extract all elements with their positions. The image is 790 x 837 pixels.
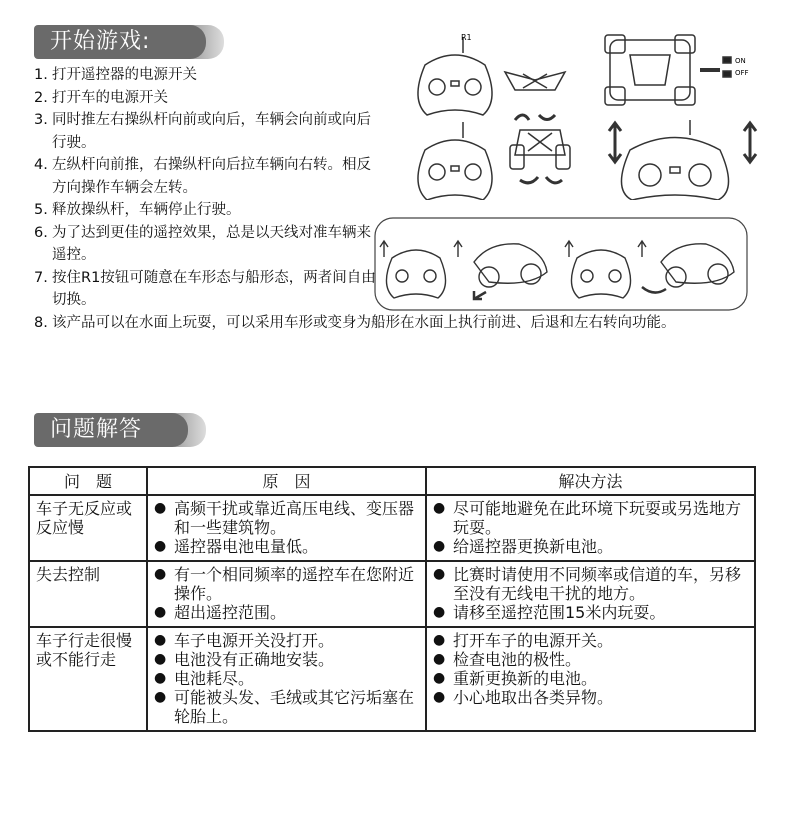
step-text: 打开车的电源开关 xyxy=(52,89,168,106)
cause-cell xyxy=(147,495,426,561)
cause-cell xyxy=(147,627,426,731)
arrow-icon xyxy=(642,287,666,293)
step-item xyxy=(34,312,732,335)
cause-cell xyxy=(147,561,426,627)
step-number: 6. xyxy=(34,224,48,241)
troubleshooting-table xyxy=(28,466,756,732)
car-icon xyxy=(661,244,734,287)
solution-item: ● 检查电池的极性。 xyxy=(433,650,582,669)
arrow-up-icon xyxy=(454,241,462,257)
solution-cell xyxy=(426,561,755,627)
solution-item: ● 请移至遥控范围15米内玩耍。 xyxy=(433,603,666,622)
up-down-arrow-icon xyxy=(744,123,756,162)
cause-item: ● 电池耗尽。 xyxy=(154,669,255,688)
arrow-icon xyxy=(474,291,486,299)
arrow-up-icon xyxy=(638,241,646,257)
cause-item: ● 可能被头发、毛绒或其它污垢塞在轮胎上。 xyxy=(154,688,415,726)
cause-item: ● 电池没有正确地安装。 xyxy=(154,650,335,669)
solution-item: ● 尽可能地避免在此环境下玩耍或另选地方玩耍。 xyxy=(433,499,742,537)
column-header: 原 因 xyxy=(147,467,426,495)
step-number: 7. xyxy=(34,269,48,286)
up-down-arrow-icon xyxy=(609,123,621,162)
switch-on-label: ON xyxy=(735,57,746,65)
step-number: 2. xyxy=(34,89,48,106)
problem-cell: 车子行走很慢或不能行走 xyxy=(29,627,147,731)
column-header: 问 题 xyxy=(29,467,147,495)
controller-icon xyxy=(386,250,445,298)
step-number: 8. xyxy=(34,314,48,331)
step-text: 按住R1按钮可随意在车形态与船形态，两者间自由切换。 xyxy=(52,269,376,308)
controller-car-illustration xyxy=(405,30,775,200)
r1-label: R1 xyxy=(461,33,472,42)
switch-off-label: OFF xyxy=(735,69,749,77)
step-number: 1. xyxy=(34,67,48,83)
problem-cell: 车子无反应或反应慢 xyxy=(29,495,147,561)
cause-item: ● 有一个相同频率的遥控车在您附近操作。 xyxy=(154,565,415,603)
solution-item: ● 小心地取出各类异物。 xyxy=(433,688,614,707)
steering-illustration xyxy=(374,217,750,313)
step-text: 打开遥控器的电源开关 xyxy=(52,67,197,83)
cause-item: ● 高频干扰或靠近高压电线、变压器和一些建筑物。 xyxy=(154,499,415,537)
section-title-start: 开始游戏: xyxy=(34,25,206,59)
car-top-view-icon xyxy=(605,35,731,105)
solution-item: ● 给遥控器更换新电池。 xyxy=(433,537,614,556)
step-text: 左纵杆向前推，右操纵杆向后拉车辆向右转。相反方向操作车辆会左转。 xyxy=(52,157,371,196)
step-number: 5. xyxy=(34,202,48,218)
car-front-view-icon xyxy=(510,130,570,183)
column-header: 解决方法 xyxy=(426,467,755,495)
step-number: 3. xyxy=(34,112,48,128)
section-title-faq: 问题解答 xyxy=(34,413,188,447)
solution-item: ● 打开车子的电源开关。 xyxy=(433,631,614,650)
car-icon xyxy=(474,244,547,287)
cause-item: ● 超出遥控范围。 xyxy=(154,603,287,622)
step-text: 为了达到更佳的遥控效果，总是以天线对准车辆来遥控。 xyxy=(52,224,371,263)
solution-cell xyxy=(426,627,755,731)
step-text: 释放操纵杆，车辆停止行驶。 xyxy=(52,202,241,218)
solution-item: ● 重新更换新的电池。 xyxy=(433,669,598,688)
solution-item: ● 比赛时请使用不同频率或信道的车，另移至没有无线电干扰的地方。 xyxy=(433,565,742,603)
step-text: 该产品可以在水面上玩耍，可以采用车形或变身为船形在水面上执行前进、后退和左右转向功能。 xyxy=(52,314,676,331)
arrow-up-icon xyxy=(565,241,573,257)
problem-cell: 失去控制 xyxy=(29,561,147,627)
cause-item: ● 遥控器电池电量低。 xyxy=(154,537,319,556)
arrow-up-icon xyxy=(380,241,388,257)
step-number: 4. xyxy=(34,157,48,173)
table-row xyxy=(29,495,755,561)
controller-icon xyxy=(571,250,630,298)
table-row xyxy=(29,627,755,731)
cause-item: ● 车子电源开关没打开。 xyxy=(154,631,335,650)
large-controller-icon xyxy=(621,120,728,200)
transforming-car-icon xyxy=(505,72,565,120)
table-row xyxy=(29,561,755,627)
step-text: 同时推左右操纵杆向前或向后，车辆会向前或向后行驶。 xyxy=(52,112,371,151)
controller-icon xyxy=(418,122,492,200)
controller-icon xyxy=(418,37,492,115)
table-header-row xyxy=(29,467,755,495)
solution-cell xyxy=(426,495,755,561)
